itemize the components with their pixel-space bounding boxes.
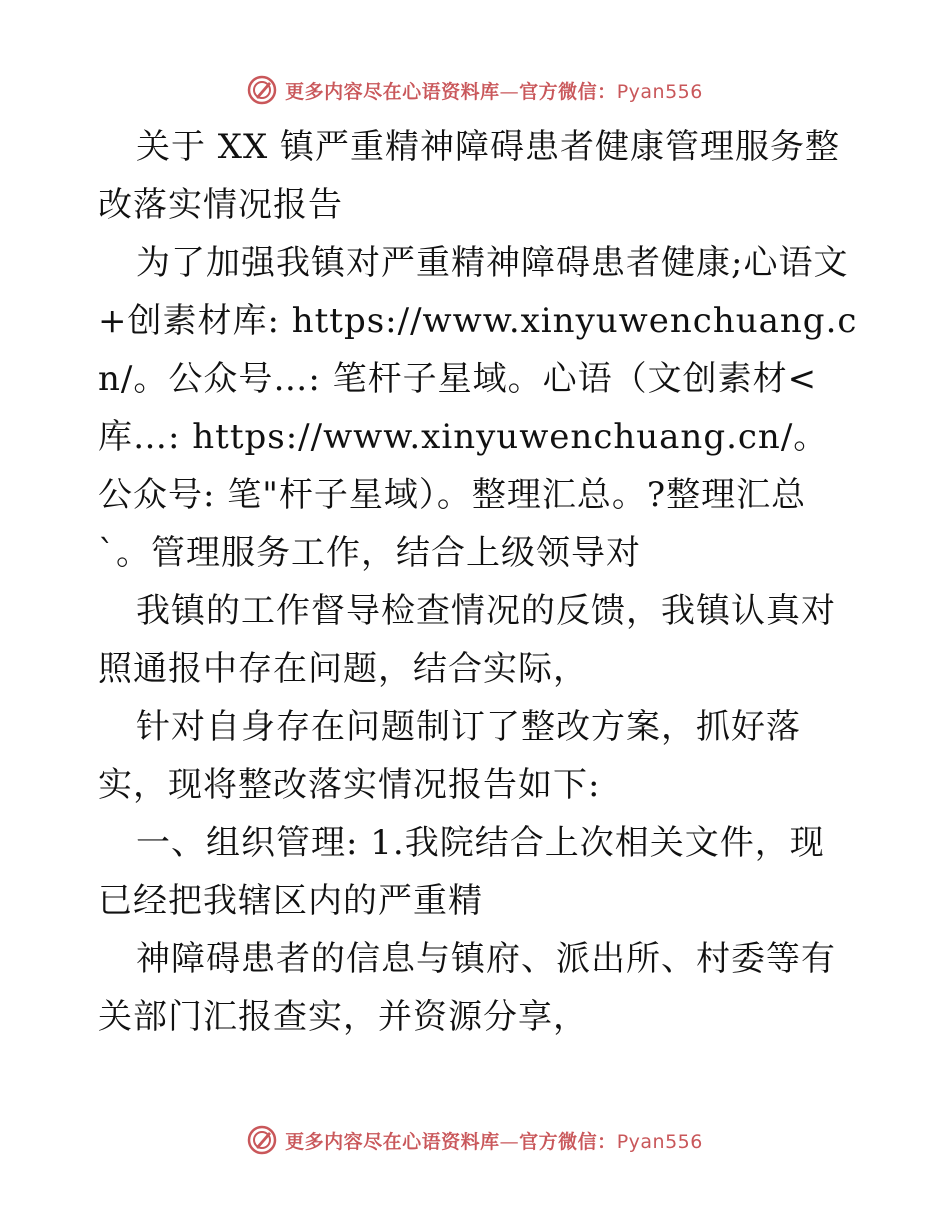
footer-banner — [0, 1120, 950, 1160]
document-paragraph-3: 针对自身存在问题制订了整改方案，抓好落实，现将整改落实情况报告如下: — [98, 707, 801, 805]
document-paragraph-1: 为了加强我镇对严重精神障碍患者健康;心语文+创素材库: https://www.xinyuwenchuang.cn/。公众号…: 笔杆子星域。心语（文创素材<库…: https://www.xinyuwenchuang.cn/。公众号: 笔"杆子星域）。整理汇总。?整理汇总`。管理服务工作，结合上级领导对 — [98, 243, 858, 573]
header-brand-text: 更多内容尽在心语资料库 — [285, 80, 500, 103]
footer-separator: — — [499, 1130, 520, 1153]
footer-wechat-id: Pyan556 — [616, 1130, 703, 1153]
document-paragraph-2: 我镇的工作督导检查情况的反馈，我镇认真对照通报中存在问题，结合实际， — [98, 591, 836, 689]
brand-logo-icon — [247, 75, 277, 105]
footer-brand-text: 更多内容尽在心语资料库 — [285, 1130, 500, 1153]
footer-banner-text — [285, 1127, 703, 1154]
header-wechat-id: Pyan556 — [616, 80, 703, 103]
document-paragraph-5: 神障碍患者的信息与镇府、派出所、村委等有关部门汇报查实，并资源分享， — [98, 939, 836, 1037]
header-banner — [0, 70, 950, 110]
document-title: 关于 XX 镇严重精神障碍患者健康管理服务整改落实情况报告 — [98, 127, 841, 225]
brand-logo-icon — [247, 1125, 277, 1155]
document-paragraph-4: 一、组织管理: 1.我院结合上次相关文件，现已经把我辖区内的严重精 — [98, 823, 825, 921]
header-separator: — — [499, 80, 520, 103]
footer-wechat-label: 官方微信： — [519, 1130, 617, 1153]
header-banner-text — [285, 77, 703, 104]
document-body — [98, 118, 858, 1046]
header-wechat-label: 官方微信： — [519, 80, 617, 103]
